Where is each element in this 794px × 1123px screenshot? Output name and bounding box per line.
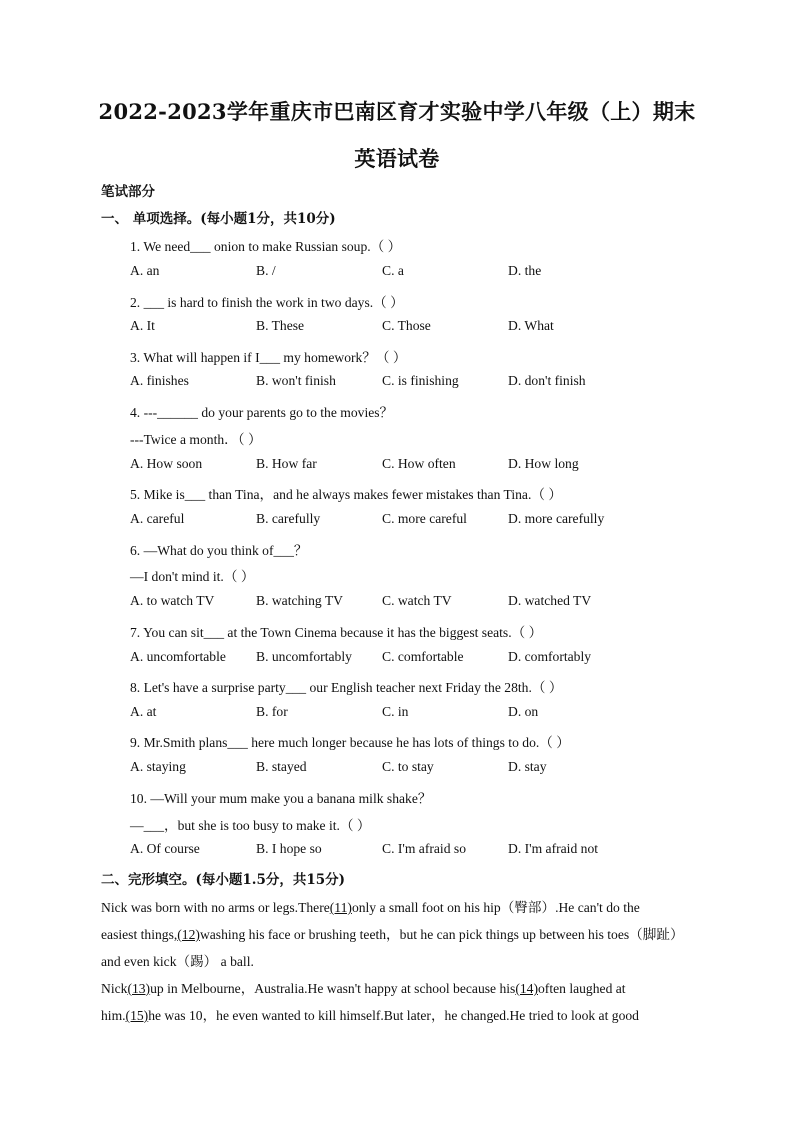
option-d: D. stay [508, 759, 547, 774]
option-b: B. stayed [256, 759, 307, 774]
option-c: C. I'm afraid so [382, 841, 466, 856]
option-a: A. uncomfortable [130, 649, 226, 664]
option-d: D. How long [508, 456, 579, 471]
question-stem: 7. You can sit___ at the Town Cinema because it has the biggest seats.（ ） [130, 625, 543, 640]
passage-line [101, 923, 684, 943]
option-b: B. I hope so [256, 841, 322, 856]
question-stem: 6. —What do you think of___？ [130, 543, 308, 558]
passage-line [101, 1004, 639, 1024]
question-stem: 4. ---______ do your parents go to the movies？ [130, 405, 394, 420]
passage-line [101, 896, 640, 916]
option-c: C. to stay [382, 759, 434, 774]
passage-text: washing his face or brushing teeth，but he can pick things up between his toes（脚趾） [199, 927, 684, 942]
question-stem: 3. What will happen if I___ my homework？（ ） [130, 350, 407, 365]
passage-text: and even kick（踢） a ball. [101, 954, 254, 969]
option-b: B. uncomfortably [256, 649, 352, 664]
option-c: C. comfortable [382, 649, 464, 664]
part1-heading: 一、 单项选择。(每小题1分，共10分) [101, 211, 336, 227]
option-b: B. carefully [256, 511, 321, 526]
option-c: C. watch TV [382, 593, 452, 608]
option-d: D. the [508, 263, 542, 278]
question-stem: 8. Let's have a surprise party___ our English teacher next Friday the 28th.（ ） [130, 680, 563, 695]
passage-line [101, 950, 254, 970]
option-a: A. finishes [130, 373, 189, 388]
option-a: A. How soon [130, 456, 203, 471]
blank-13: (13) [127, 981, 151, 996]
passage-text: Nick [101, 981, 128, 996]
passage-line [101, 977, 626, 997]
question-stem: 10. —Will your mum make you a banana milk shake？ [130, 791, 432, 806]
option-c: C. a [382, 263, 404, 278]
option-d: D. don't finish [508, 373, 586, 388]
question-stem: 9. Mr.Smith plans___ here much longer because he has lots of things to do.（ ） [130, 735, 570, 750]
passage-text: often laughed at [538, 981, 626, 996]
exam-title-line1: 2022-2023学年重庆市巴南区育才实验中学八年级（上）期末 [98, 99, 696, 124]
option-c: C. in [382, 704, 409, 719]
option-a: A. at [130, 704, 157, 719]
passage-text: Nick was born with no arms or legs.There [101, 900, 330, 915]
option-c: C. more careful [382, 511, 467, 526]
exam-title-line2: 英语试卷 [354, 146, 440, 171]
option-a: A. careful [130, 511, 185, 526]
option-b: B. watching TV [256, 593, 343, 608]
option-b: B. How far [256, 456, 317, 471]
part2-heading: 二、完形填空。(每小题1.5分，共15分) [101, 872, 346, 888]
passage-text: he was 10，he even wanted to kill himself.But later，he changed.He tried to look at good [148, 1008, 639, 1023]
option-c: C. is finishing [382, 373, 459, 388]
option-b: B. for [256, 704, 288, 719]
option-b: B. / [256, 263, 276, 278]
question-reply: ---Twice a month．（ ） [130, 432, 262, 447]
blank-14: (14) [515, 981, 538, 996]
option-d: D. watched TV [508, 593, 592, 608]
option-d: D. I'm afraid not [508, 841, 599, 856]
question-stem: 2. ___ is hard to finish the work in two days.（ ） [130, 295, 404, 310]
option-b: B. won't finish [256, 373, 336, 388]
blank-12: (12) [177, 927, 200, 942]
question-stem: 5. Mike is___ than Tina，and he always makes fewer mistakes than Tina.（ ） [130, 487, 562, 502]
passage-text: him. [101, 1008, 126, 1023]
question-reply: —___，but she is too busy to make it.（ ） [130, 818, 371, 833]
option-a: A. staying [130, 759, 186, 774]
question-reply: —I don't mind it.（ ） [130, 569, 255, 584]
option-d: D. comfortably [508, 649, 592, 664]
option-c: C. How often [382, 456, 456, 471]
option-c: C. Those [382, 318, 431, 333]
option-d: D. more carefully [508, 511, 605, 526]
question-stem: 1. We need___ onion to make Russian soup.（ ） [130, 239, 402, 254]
section-label: 笔试部分 [101, 184, 155, 200]
option-b: B. These [256, 318, 305, 333]
option-a: A. to watch TV [130, 593, 215, 608]
option-a: A. an [130, 263, 160, 278]
passage-text: up in Melbourne，Australia.He wasn't happy at school because his [150, 981, 516, 996]
blank-11: (11) [329, 900, 352, 915]
option-d: D. What [508, 318, 554, 333]
blank-15: (15) [125, 1008, 149, 1023]
option-a: A. It [130, 318, 155, 333]
option-a: A. Of course [130, 841, 200, 856]
passage-text: only a small foot on his hip（臀部）.He can't do the [351, 900, 640, 915]
passage-text: easiest things, [101, 927, 178, 942]
option-d: D. on [508, 704, 539, 719]
